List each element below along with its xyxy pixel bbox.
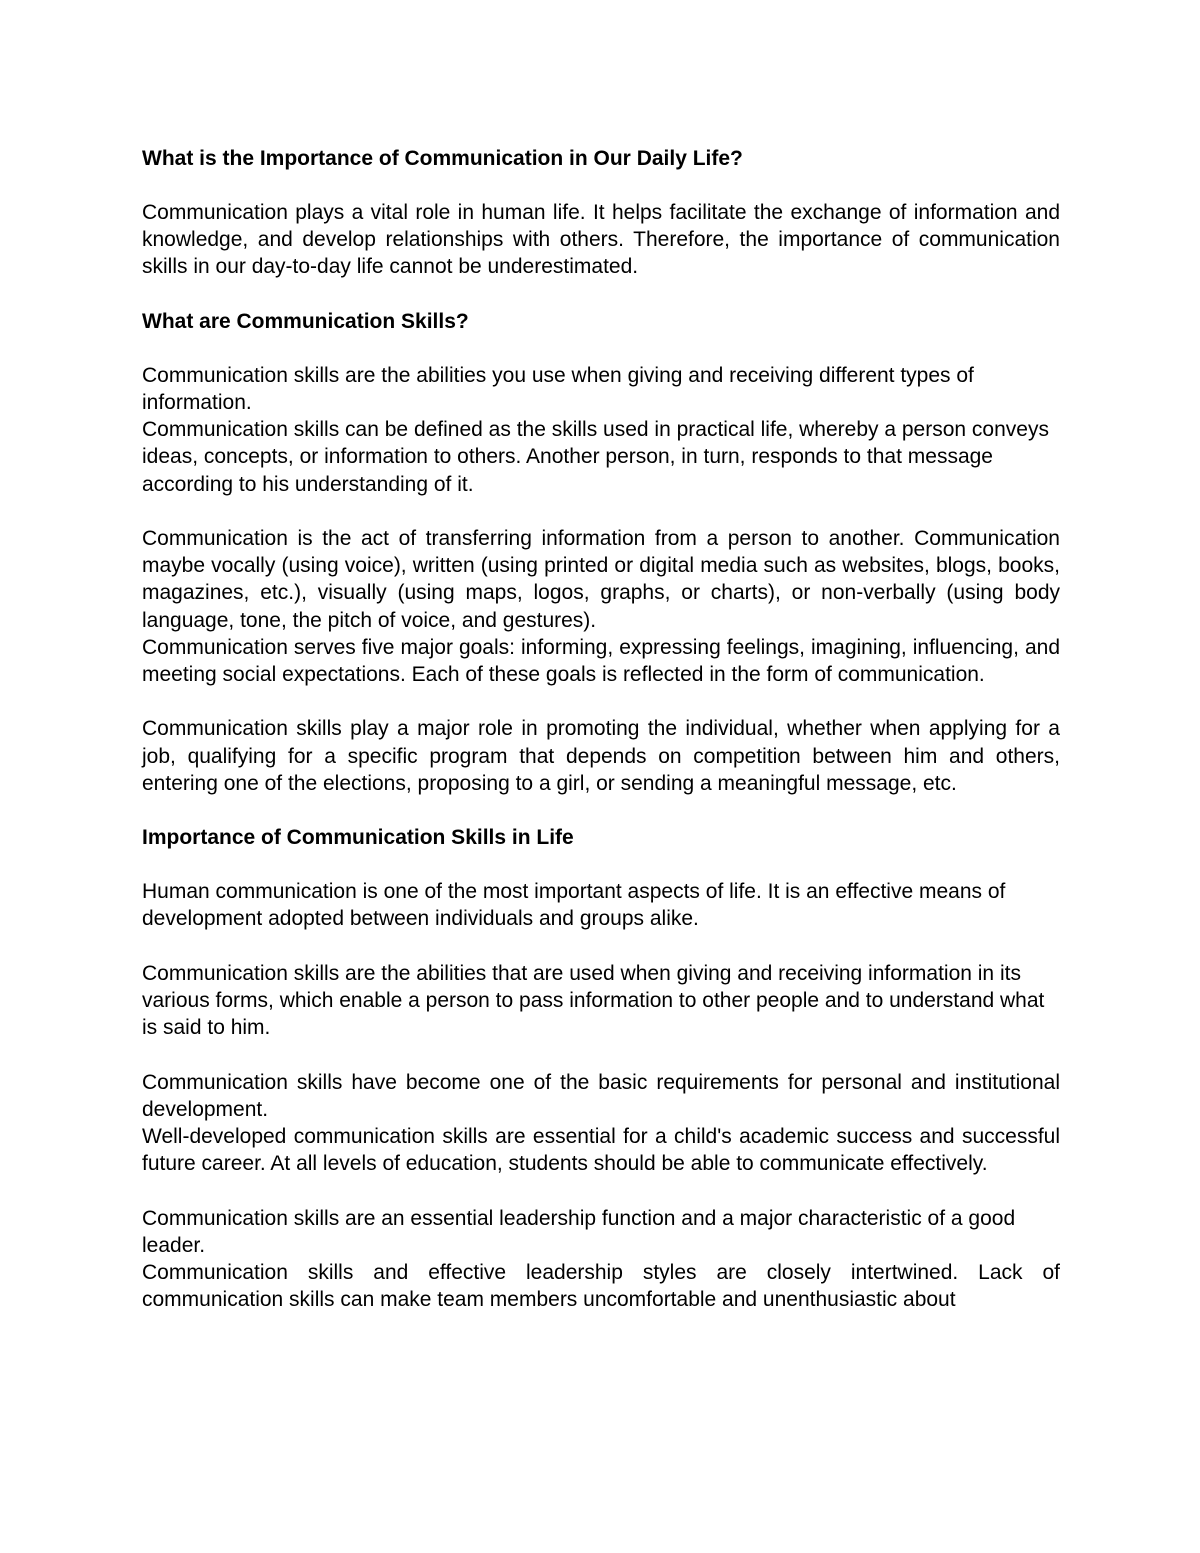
spacer [142, 281, 1060, 308]
paragraph-promoting-individual: Communication skills play a major role in promoting the individual, whether when applying for a job, qualifying for a specific program that depends on competition between him and others, entering one of the elections, proposing to a girl, or sending a meaningful message, etc. [142, 717, 1060, 795]
paragraph-basic-requirements: Communication skills have become one of the basic requirements for personal and institutional development. [142, 1070, 1060, 1121]
spacer [142, 498, 1060, 525]
paragraph-leadership-styles: Communication skills and effective leadership styles are closely intertwined. Lack of communication skills can make team members uncomfortable and unenthusiastic about [142, 1261, 1060, 1312]
paragraph-skills-practical: Communication skills can be defined as the skills used in practical life, whereby a person conveys ideas, concepts, or information to others. Another person, in turn, responds to that message according to his understanding of it. [142, 418, 1049, 496]
paragraph-five-goals: Communication serves five major goals: informing, expressing feelings, imagining, influencing, and meeting social expectations. Each of these goals is reflected in the form of communication. [142, 635, 1060, 687]
paragraph-intro: Communication plays a vital role in human life. It helps facilitate the exchange of information and knowledge, and develop relationships with others. Therefore, the importance of communication skills in our day-to-day life cannot be underestimated. [142, 201, 1060, 279]
paragraph-leadership-function: Communication skills are an essential leadership function and a major characteristic of a good leader. [142, 1206, 1016, 1257]
spacer [142, 933, 1060, 960]
paragraph-skills-definition: Communication skills are the abilities you use when giving and receiving different types of information. [142, 363, 974, 414]
spacer [142, 688, 1060, 715]
paragraph-abilities: Communication skills are the abilities that are used when giving and receiving information in its various forms, which enable a person to pass information to other people and to understand what is said to him. [142, 961, 1045, 1040]
spacer [142, 1177, 1060, 1204]
spacer [142, 1041, 1060, 1068]
document-body [142, 145, 1060, 1313]
heading-what-are-skills: What are Communication Skills? [142, 309, 469, 333]
spacer [142, 336, 1060, 362]
heading-importance-in-life: Importance of Communication Skills in Life [142, 826, 574, 850]
paragraph-child-success: Well-developed communication skills are essential for a child's academic success and successful future career. At all levels of education, students should be able to communicate effectively. [142, 1125, 1060, 1176]
spacer [142, 797, 1060, 824]
heading-importance-daily-life: What is the Importance of Communication in Our Daily Life? [142, 147, 743, 170]
spacer [142, 852, 1060, 878]
paragraph-act-of-transfer: Communication is the act of transferring information from a person to another. Communication maybe vocally (using voice), written (using printed or digital media such as websites, blogs, books, magazines, etc.), visually (using maps, logos, graphs, or charts), or non-verbally (using body language, tone, the pitch of voice, and gestures). [142, 527, 1060, 632]
spacer [142, 173, 1060, 199]
paragraph-human-communication: Human communication is one of the most important aspects of life. It is an effective means of development adopted between individuals and groups alike. [142, 880, 1006, 931]
